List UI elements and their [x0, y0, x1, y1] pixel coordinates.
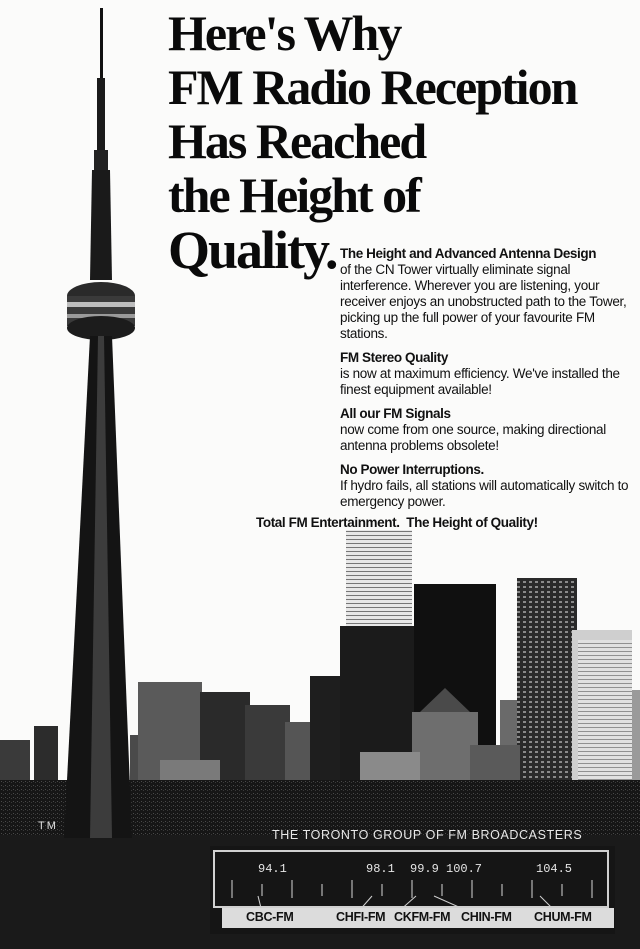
headline-line-4: the Height of — [168, 167, 420, 223]
tagline — [256, 515, 538, 530]
headline — [168, 6, 576, 278]
headline-line-1: Here's Why — [168, 5, 401, 61]
section-heading: All our FM Signals — [340, 406, 451, 421]
trademark-mark: TM — [38, 820, 58, 832]
body-copy — [340, 245, 636, 517]
dial-frequency: 99.9 — [410, 862, 439, 876]
dial-frequency: 100.7 — [446, 862, 483, 876]
section-body: now come from one source, making directional antenna problems obsolete! — [340, 422, 606, 453]
dial-frequency: 98.1 — [366, 862, 395, 876]
section-heading: No Power Interruptions. — [340, 462, 484, 477]
dial-frequency: 104.5 — [536, 862, 573, 876]
headline-line-2: FM Radio Reception — [168, 59, 577, 115]
tagline-right: The Height of Quality! — [406, 515, 538, 530]
station-label: CHUM-FM — [534, 910, 592, 924]
section-body: is now at maximum efficiency. We've installed the finest equipment available! — [340, 366, 620, 397]
section-heading: The Height and Advanced Antenna Design — [340, 246, 597, 261]
dial-frequency: 94.1 — [258, 862, 287, 876]
section-body: If hydro fails, all stations will automatically switch to emergency power. — [340, 478, 629, 509]
tagline-left: Total FM Entertainment. — [256, 515, 400, 530]
section-signals — [340, 405, 636, 454]
station-label: CBC-FM — [246, 910, 294, 924]
radio-dial-frame — [213, 850, 609, 908]
section-body: of the CN Tower virtually eliminate signal interference. Wherever you are listening, your receiver enjoys an unobstructed path to the Tower, picking up the full power of your favourite FM stations. — [340, 262, 627, 341]
station-label: CHIN-FM — [461, 910, 512, 924]
section-heading: FM Stereo Quality — [340, 350, 448, 365]
headline-line-3: Has Reached — [168, 113, 426, 169]
station-label: CHFI-FM — [336, 910, 386, 924]
section-power — [340, 461, 636, 510]
section-antenna — [340, 245, 636, 342]
headline-line-5: Quality. — [168, 220, 337, 280]
broadcasters-group: THE TORONTO GROUP OF FM BROADCASTERS — [272, 828, 583, 842]
station-label: CKFM-FM — [394, 910, 451, 924]
section-stereo — [340, 349, 636, 398]
cn-tower — [64, 8, 135, 838]
